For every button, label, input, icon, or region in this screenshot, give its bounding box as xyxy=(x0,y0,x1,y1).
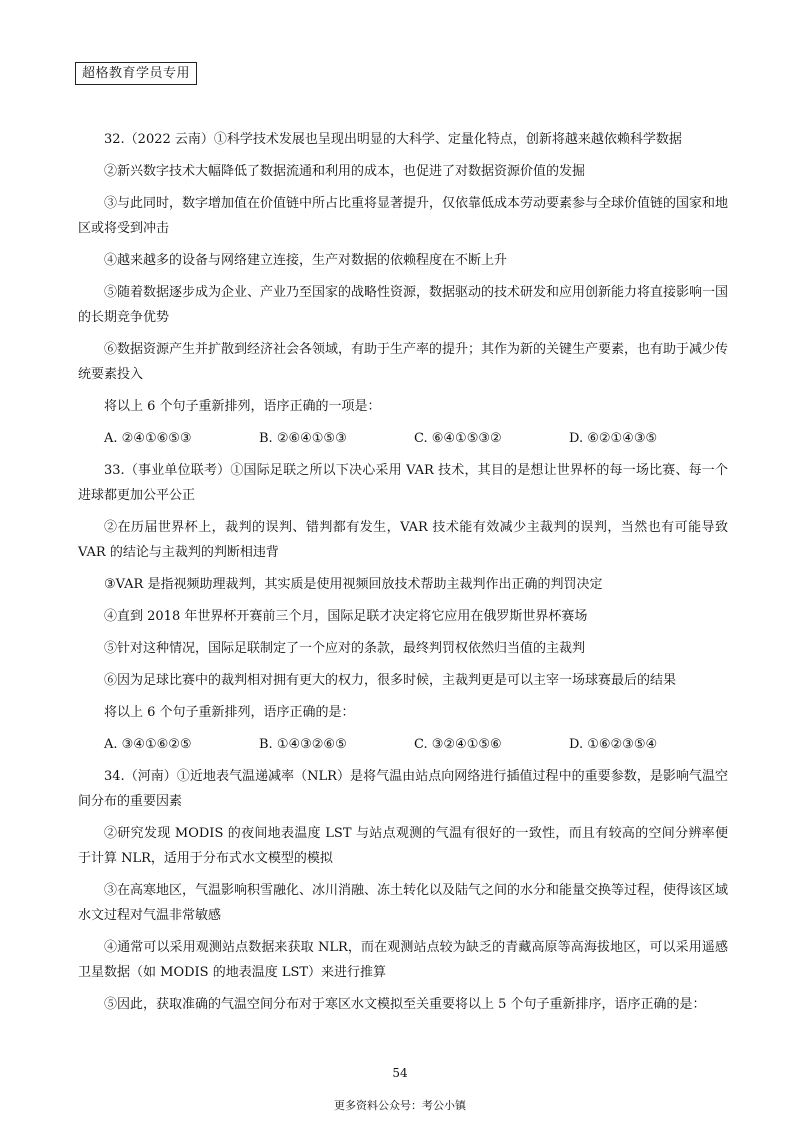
page-content xyxy=(78,127,728,1024)
q32-sentence-3: ③与此同时，数字增加值在价值链中所占比重将显著提升，仅依靠低成本劳动要素参与全球价值链的国家和地区或将受到冲击 xyxy=(78,196,729,236)
question-33 xyxy=(78,458,728,757)
question-32 xyxy=(78,127,728,451)
q33-sentence-6: ⑥因为足球比赛中的裁判相对拥有更大的权力，很多时候，主裁判更是可以主宰一场球赛最后的结果 xyxy=(104,673,677,688)
q32-option-b: B. ②⑥④①⑤③ xyxy=(259,431,347,446)
q33-sentence-3: ③VAR 是指视频助理裁判，其实质是使用视频回放技术帮助主裁判作出正确的判罚决定 xyxy=(104,577,603,592)
q32-sentence-2: ②新兴数字技术大幅降低了数据流通和利用的成本，也促进了对数据资源价值的发掘 xyxy=(104,164,586,179)
q34-stem: 34.（河南）①近地表气温递减率（NLR）是将气温由站点向网络进行插值过程中的重要参数，是影响气温空间分布的重要因素 xyxy=(78,769,728,809)
q33-option-a: A. ③④①⑥②⑤ xyxy=(104,737,192,752)
q32-sentence-6: ⑥数据资源产生并扩散到经济社会各领域，有助于生产率的提升；其作为新的关键生产要素，也有助于减少传统要素投入 xyxy=(78,342,729,382)
q32-option-a: A. ②④①⑥⑤③ xyxy=(104,431,192,446)
q32-options xyxy=(104,426,728,451)
q33-sentence-4: ④直到 2018 年世界杯开赛前三个月，国际足联才决定将它应用在俄罗斯世界杯赛场 xyxy=(104,609,588,624)
q34-sentence-5: ⑤因此，获取准确的气温空间分布对于寒区水文模拟至关重要将以上 5 个句子重新排序，语序正确的是： xyxy=(104,997,706,1012)
q33-prompt: 将以上 6 个句子重新排列，语序正确的是： xyxy=(104,705,355,720)
q33-option-b: B. ①④③②⑥⑤ xyxy=(259,737,347,752)
question-34 xyxy=(78,764,728,1017)
q33-option-c: C. ③②④①⑤⑥ xyxy=(414,737,502,752)
header-tag: 超格教育学员专用 xyxy=(75,62,197,85)
q34-sentence-2: ②研究发现 MODIS 的夜间地表温度 LST 与站点观测的气温有很好的一致性，而且有较高的空间分辨率便于计算 NLR，适用于分布式水文模型的模拟 xyxy=(78,826,728,866)
q32-prompt: 将以上 6 个句子重新排列，语序正确的一项是： xyxy=(104,399,381,414)
q34-sentence-4: ④通常可以采用观测站点数据来获取 NLR，而在观测站点较为缺乏的青藏高原等高海拔地区，可以采用遥感卫星数据（如 MODIS 的地表温度 LST）来进行推算 xyxy=(78,940,728,980)
q33-sentence-2: ②在历届世界杯上，裁判的误判、错判都有发生，VAR 技术能有效减少主裁判的误判，当然也有可能导致 VAR 的结论与主裁判的判断相违背 xyxy=(78,520,728,560)
footer-text: 更多资料公众号：考公小镇 xyxy=(334,1099,466,1112)
q32-option-d: D. ⑥②①④③⑤ xyxy=(569,431,658,446)
q32-sentence-5: ⑤随着数据逐步成为企业、产业乃至国家的战略性资源，数据驱动的技术研发和应用创新能力将直接影响一国的长期竞争优势 xyxy=(78,285,729,325)
q33-stem: 33.（事业单位联考）①国际足联之所以下决心采用 VAR 技术，其目的是想让世界杯的每一场比赛、每一个进球都更加公平公正 xyxy=(78,463,728,503)
q33-option-d: D. ①⑥②③⑤④ xyxy=(569,737,658,752)
q32-sentence-4: ④越来越多的设备与网络建立连接，生产对数据的依赖程度在不断上升 xyxy=(104,253,508,268)
q34-sentence-3: ③在高寒地区，气温影响积雪融化、冰川消融、冻土转化以及陆气之间的水分和能量交换等过程，使得该区域水文过程对气温非常敏感 xyxy=(78,883,729,923)
q33-sentence-5: ⑤针对这种情况，国际足联制定了一个应对的条款，最终判罚权依然归当值的主裁判 xyxy=(104,641,586,656)
page-number: 54 xyxy=(392,1066,408,1080)
q33-options xyxy=(104,732,728,757)
q32-option-c: C. ⑥④①⑤③② xyxy=(414,431,502,446)
q32-stem: 32.（2022 云南）①科学技术发展也呈现出明显的大科学、定量化特点，创新将越来越依赖科学数据 xyxy=(104,132,682,147)
